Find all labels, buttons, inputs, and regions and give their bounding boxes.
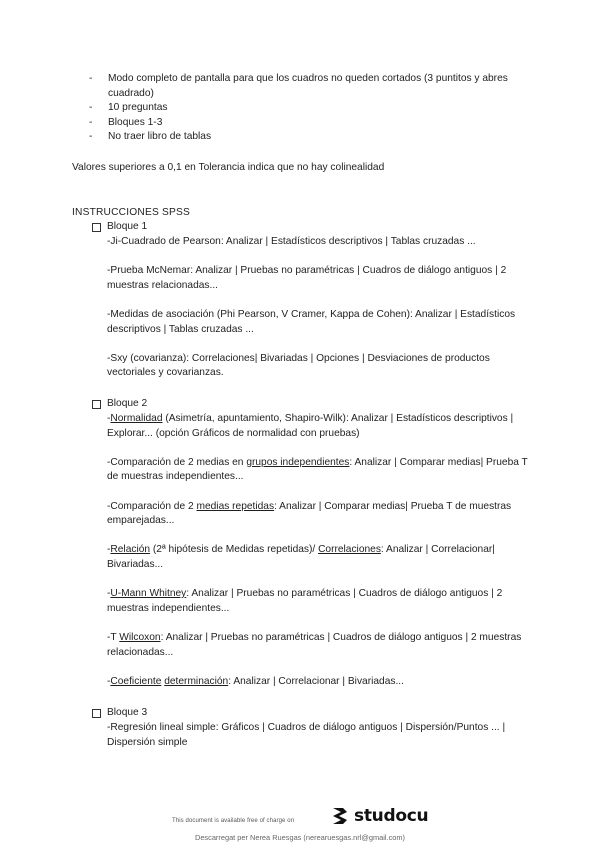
block-1 bbox=[92, 220, 532, 381]
block-1-title: Bloque 1 bbox=[107, 221, 148, 233]
downloaded-by-text: Descarregat per Nerea Ruesgas (nerearuesgas.nrl@gmail.com) bbox=[194, 833, 405, 842]
entry-medias-repetidas: -Comparación de 2 medias repetidas: Analizar | Comparar medias| Prueba T de muestras emparejadas... bbox=[107, 500, 512, 527]
list-item: - 10 preguntas bbox=[88, 101, 528, 116]
block-2-title: Bloque 2 bbox=[107, 398, 148, 410]
entry-normalidad: -Normalidad (Asimetría, apuntamiento, Shapiro-Wilk): Analizar | Estadísticos descriptivos | Explorar... (opción Gráficos de normalidad con pruebas) bbox=[107, 413, 514, 439]
studocu-logo-icon bbox=[330, 806, 350, 826]
studocu-logo-text: studocu bbox=[354, 805, 429, 826]
entry-wilcoxon: -T Wilcoxon: Analizar | Pruebas no paramétricas | Cuadros de diálogo antiguos | 2 muestras relacionadas... bbox=[107, 631, 522, 658]
section-title: INSTRUCCIONES SPSS bbox=[72, 207, 190, 218]
block-3-title: Bloque 3 bbox=[107, 707, 148, 719]
entry-covarianza: -Sxy (covarianza): Correlaciones| Bivariadas | Opciones | Desviaciones de productos vectoriales y covarianzas. bbox=[107, 352, 490, 379]
entry-grupos-independientes: -Comparación de 2 medias en grupos independientes: Analizar | Comparar medias| Prueba T de muestras independientes... bbox=[107, 456, 528, 483]
entry-u-mann-whitney: -U-Mann Whitney: Analizar | Pruebas no paramétricas | Cuadros de diálogo antiguos | 2 muestras independientes... bbox=[107, 588, 503, 614]
bullet-marker: - bbox=[89, 131, 93, 143]
block-2 bbox=[92, 397, 532, 689]
block-2-header bbox=[92, 397, 532, 412]
entry-ji-cuadrado: -Ji-Cuadrado de Pearson: Analizar | Estadísticos descriptivos | Tablas cruzadas ... bbox=[107, 236, 476, 247]
requirements-list bbox=[88, 72, 528, 145]
entry-medidas-asociacion: -Medidas de asociación (Phi Pearson, V Cramer, Kappa de Cohen): Analizar | Estadísticos descriptivos | Tablas cruzadas ... bbox=[107, 308, 516, 335]
list-item: - Bloques 1-3 bbox=[88, 116, 528, 131]
block-3-header bbox=[92, 706, 532, 721]
block-3-entries bbox=[107, 721, 532, 750]
entry-regresion-lineal: -Regresión lineal simple: Gráficos | Cuadros de diálogo antiguos | Dispersión/Puntos ... | Dispersión simple bbox=[107, 722, 506, 748]
entry-mcnemar: -Prueba McNemar: Analizar | Pruebas no paramétricas | Cuadros de diálogo antiguos | 2 muestras relacionadas... bbox=[107, 265, 507, 291]
bullet-marker: - bbox=[89, 73, 93, 84]
footer bbox=[0, 800, 600, 848]
block-2-entries bbox=[107, 412, 532, 689]
checkbox-icon[interactable] bbox=[92, 223, 101, 232]
entry-relacion-correlaciones: -Relación (2ª hipótesis de Medidas repetidas)/ Correlaciones: Analizar | Correlacionar| Bivariadas... bbox=[107, 544, 495, 570]
block-3 bbox=[92, 706, 532, 750]
studocu-logo[interactable] bbox=[330, 806, 428, 826]
block-1-entries bbox=[107, 235, 532, 381]
checkbox-icon[interactable] bbox=[92, 709, 101, 718]
list-item: - No traer libro de tablas bbox=[88, 130, 528, 145]
availability-text: This document is available free of charge on bbox=[172, 818, 295, 824]
entry-coeficiente-determinacion: -Coeficiente determinación: Analizar | Correlacionar | Bivariadas... bbox=[107, 675, 404, 687]
block-1-header bbox=[92, 220, 532, 235]
bullet-marker: - bbox=[89, 116, 93, 128]
bullet-marker: - bbox=[89, 102, 93, 114]
list-item: - Modo completo de pantalla para que los cuadros no queden cortados (3 puntitos y abres cuadrado) bbox=[89, 73, 508, 99]
tolerance-note: Valores superiores a 0,1 en Tolerancia indica que no hay colinealidad bbox=[72, 162, 385, 173]
checkbox-icon[interactable] bbox=[92, 400, 101, 409]
